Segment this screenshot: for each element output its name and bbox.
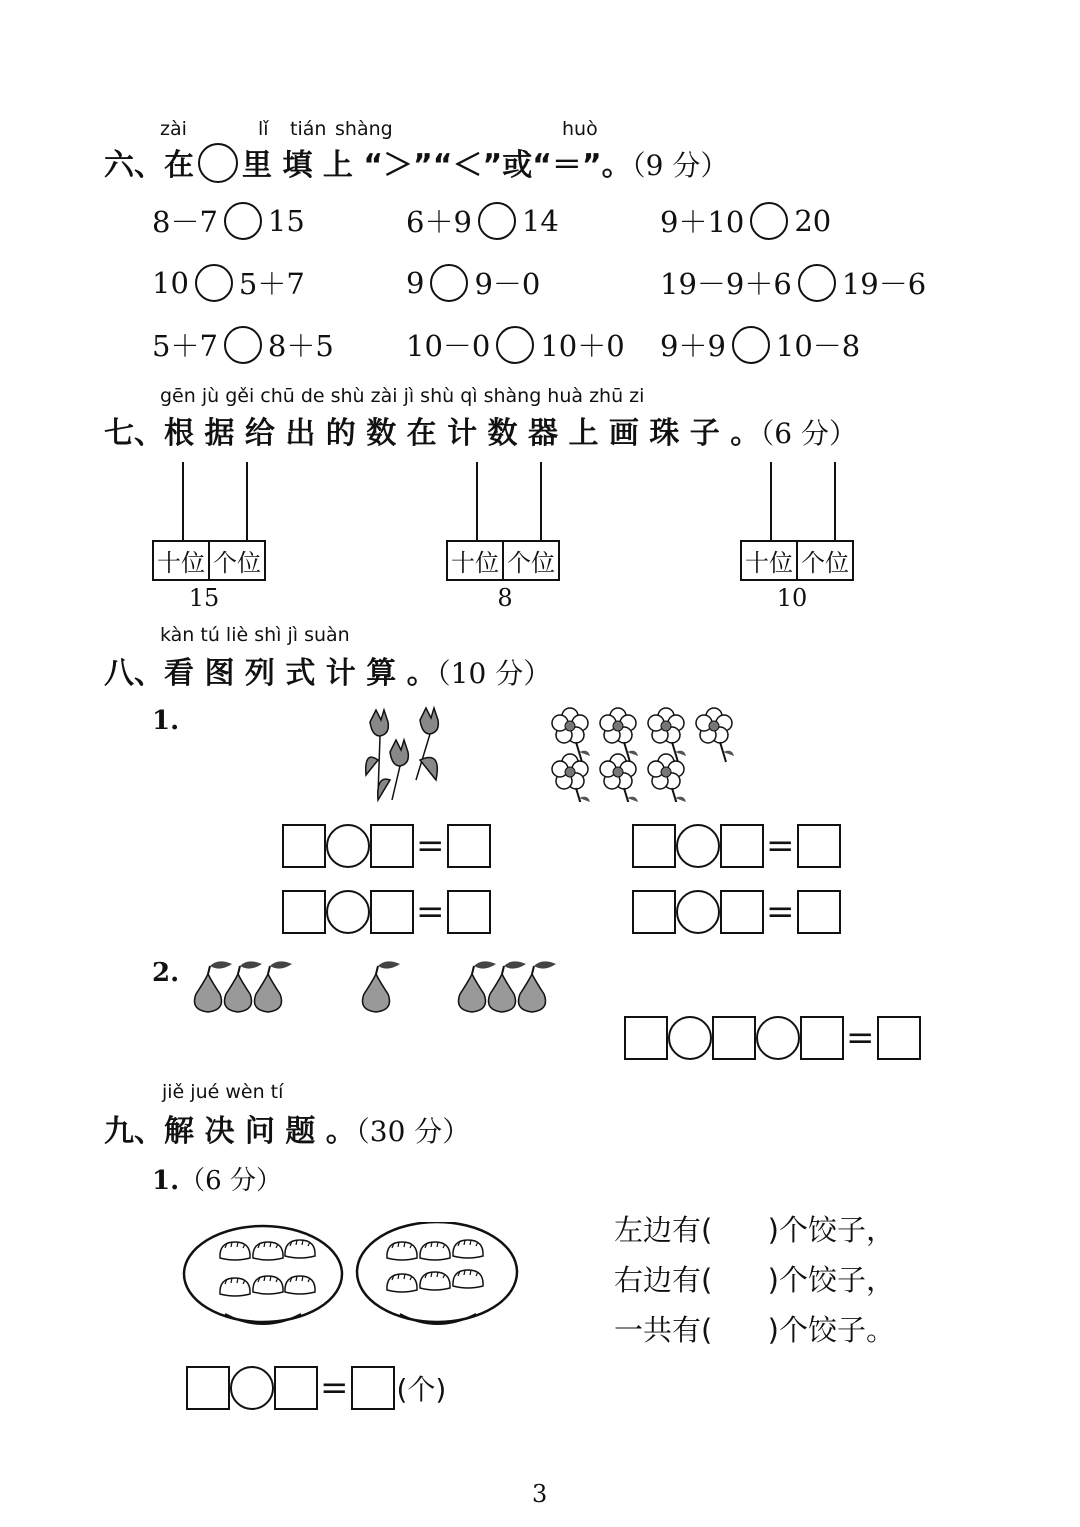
comparison-right: 10＋0 (540, 329, 625, 363)
comparison-left: 5＋7 (152, 329, 218, 363)
operator-circle[interactable] (676, 890, 720, 934)
ones-label: 个位 (796, 542, 852, 579)
comparison-left: 6＋9 (406, 205, 472, 239)
pinyin-tian: tián (290, 118, 327, 140)
right-count-sentence: 右边有( )个饺子， (614, 1263, 895, 1297)
answer-box[interactable] (282, 824, 326, 868)
operator-circle[interactable] (756, 1016, 800, 1060)
comparison-left: 9＋10 (660, 205, 745, 239)
operator-circle[interactable] (668, 1016, 712, 1060)
flowers-image (548, 706, 748, 802)
comparison-left: 19－9＋6 (660, 267, 792, 301)
ones-label: 个位 (208, 542, 264, 579)
comparison-item (406, 262, 540, 303)
comparison-right: 8＋5 (267, 329, 334, 363)
question-2-label: 2. (152, 958, 180, 988)
section-9-score: （30 分） (355, 1115, 471, 1148)
answer-box[interactable] (274, 1366, 318, 1410)
problem-1-number: 1. (152, 1166, 180, 1196)
equals-sign: = (416, 892, 445, 932)
abacus (152, 462, 282, 612)
comparison-item (660, 324, 860, 365)
comparison-circle[interactable] (732, 326, 770, 364)
pear-icon (363, 961, 401, 1012)
abacus-number: 10 (776, 584, 808, 612)
equation-row-pears (624, 1016, 921, 1060)
comparison-circle[interactable] (798, 264, 836, 302)
abacus-number: 8 (497, 584, 513, 612)
tulip-icon (420, 708, 438, 734)
flower-icon (648, 754, 686, 802)
pinyin-li: lǐ (258, 118, 269, 140)
left-count-sentence: 左边有( )个饺子， (614, 1213, 895, 1247)
comparison-circle[interactable] (496, 326, 534, 364)
tens-rod[interactable] (476, 462, 478, 542)
comparison-left: 9 (406, 265, 425, 300)
pinyin-huo: huò (562, 118, 598, 140)
operator-circle[interactable] (326, 890, 370, 934)
pears-image (186, 958, 566, 1014)
comparison-left: 8－7 (152, 205, 218, 239)
flower-icon (696, 708, 734, 762)
section-8-title (104, 648, 551, 692)
answer-box[interactable] (370, 890, 414, 934)
abacus (446, 462, 576, 612)
problem-1-label (152, 1160, 282, 1197)
equals-sign: = (766, 892, 795, 932)
answer-box[interactable] (632, 890, 676, 934)
flower-icon (552, 754, 590, 802)
pear-icon (519, 961, 557, 1012)
comparison-right: 20 (794, 203, 832, 238)
comparison-item (406, 324, 625, 365)
tens-label: 十位 (451, 549, 499, 577)
equals-sign: = (416, 826, 445, 866)
equation-row (282, 824, 491, 868)
ones-label: 个位 (502, 542, 558, 579)
section-7-pinyin: gēn jù gěi chū de shù zài jì shù qì shàng huà zhū zi (160, 385, 645, 407)
section-9-heading-text: 九、解 决 问 题 。 (104, 1114, 356, 1149)
equation-block-a (282, 824, 491, 934)
tens-label: 十位 (745, 549, 793, 577)
pinyin-zai: zài (160, 118, 187, 140)
tulip-icon (370, 710, 388, 736)
answer-box[interactable] (800, 1016, 844, 1060)
comparison-circle[interactable] (195, 264, 233, 302)
comparison-left: 10 (152, 265, 189, 300)
comparison-item (152, 200, 305, 241)
equation-row-dumplings (186, 1366, 446, 1410)
comparison-left: 9＋9 (660, 329, 726, 363)
answer-box[interactable] (370, 824, 414, 868)
comparison-right: 14 (521, 203, 559, 238)
answer-box[interactable] (447, 824, 491, 868)
unit-label: (个) (396, 1373, 447, 1406)
answer-box[interactable] (720, 890, 764, 934)
equals-sign: = (766, 826, 795, 866)
abacus-base (740, 540, 854, 581)
comparison-item (660, 262, 926, 303)
ones-rod[interactable] (834, 462, 836, 542)
comparison-item (152, 324, 334, 365)
abacus-base (152, 540, 266, 581)
section-6-score: （9 分） (631, 149, 729, 182)
answer-box[interactable] (186, 1366, 230, 1410)
answer-box[interactable] (632, 824, 676, 868)
comparison-right: 9－0 (474, 267, 541, 301)
abacus-number: 15 (188, 584, 220, 612)
comparison-right: 5＋7 (238, 267, 305, 301)
answer-box[interactable] (797, 890, 841, 934)
comparison-item (406, 200, 559, 241)
answer-box[interactable] (877, 1016, 921, 1060)
operator-circle[interactable] (230, 1366, 274, 1410)
left-plate-icon (184, 1226, 342, 1324)
comparison-circle[interactable] (224, 326, 262, 364)
equation-row (632, 824, 841, 868)
answer-box[interactable] (720, 824, 764, 868)
dumpling-plates-image (180, 1222, 525, 1334)
comparison-item (152, 262, 305, 303)
equation-row (282, 890, 491, 934)
section-7-score: （6 分） (760, 417, 857, 450)
pinyin-shang: shàng (335, 118, 393, 140)
tens-rod[interactable] (770, 462, 772, 542)
answer-box[interactable] (624, 1016, 668, 1060)
section-9-title (104, 1106, 470, 1150)
comparison-right: 15 (267, 203, 305, 238)
question-1-label: 1. (152, 706, 180, 736)
answer-box[interactable] (447, 890, 491, 934)
comparison-circle[interactable] (224, 202, 262, 240)
comparison-left: 10－0 (406, 329, 491, 363)
circle-symbol-icon (198, 143, 238, 183)
answer-box[interactable] (797, 824, 841, 868)
problem-1-score: （6 分） (179, 1166, 282, 1196)
ones-rod[interactable] (246, 462, 248, 542)
equals-sign: = (320, 1368, 349, 1408)
comparison-circle[interactable] (430, 264, 468, 302)
page-number: 3 (532, 1480, 548, 1508)
flower-icon (600, 754, 638, 802)
right-plate-icon (357, 1222, 517, 1324)
equals-sign: = (846, 1018, 875, 1058)
section-7-heading-text: 七、根 据 给 出 的 数 在 计 数 器 上 画 珠 子 。 (104, 416, 761, 451)
section-6-number: 六、在 (104, 148, 194, 183)
operator-circle[interactable] (326, 824, 370, 868)
equation-row (632, 890, 841, 934)
operator-circle[interactable] (676, 824, 720, 868)
section-6-title (104, 140, 728, 184)
total-count-sentence: 一共有( )个饺子。 (614, 1313, 895, 1347)
tulips-image (356, 700, 456, 810)
section-8-heading-text: 八、看 图 列 式 计 算 。 (104, 656, 437, 691)
tens-label: 十位 (157, 549, 205, 577)
pear-icon (255, 961, 293, 1012)
equation-block-b (632, 824, 841, 934)
section-8-score: （10 分） (436, 657, 552, 690)
answer-box[interactable] (712, 1016, 756, 1060)
section-7-title (104, 408, 857, 452)
comparison-right: 10－8 (775, 329, 861, 363)
comparison-right: 19－6 (841, 267, 927, 301)
tulip-icon (390, 740, 408, 766)
comparison-circle[interactable] (478, 202, 516, 240)
answer-box[interactable] (351, 1366, 395, 1410)
answer-box[interactable] (282, 890, 326, 934)
comparison-item (660, 200, 831, 241)
tens-rod[interactable] (182, 462, 184, 542)
comparison-circle[interactable] (750, 202, 788, 240)
section-9-pinyin: jiě jué wèn tí (162, 1081, 284, 1103)
abacus (740, 462, 870, 612)
section-6-instruction: 里 填 上 “＞”“＜”或“＝”。 (242, 148, 632, 183)
ones-rod[interactable] (540, 462, 542, 542)
abacus-base (446, 540, 560, 581)
section-8-pinyin: kàn tú liè shì jì suàn (160, 624, 350, 646)
